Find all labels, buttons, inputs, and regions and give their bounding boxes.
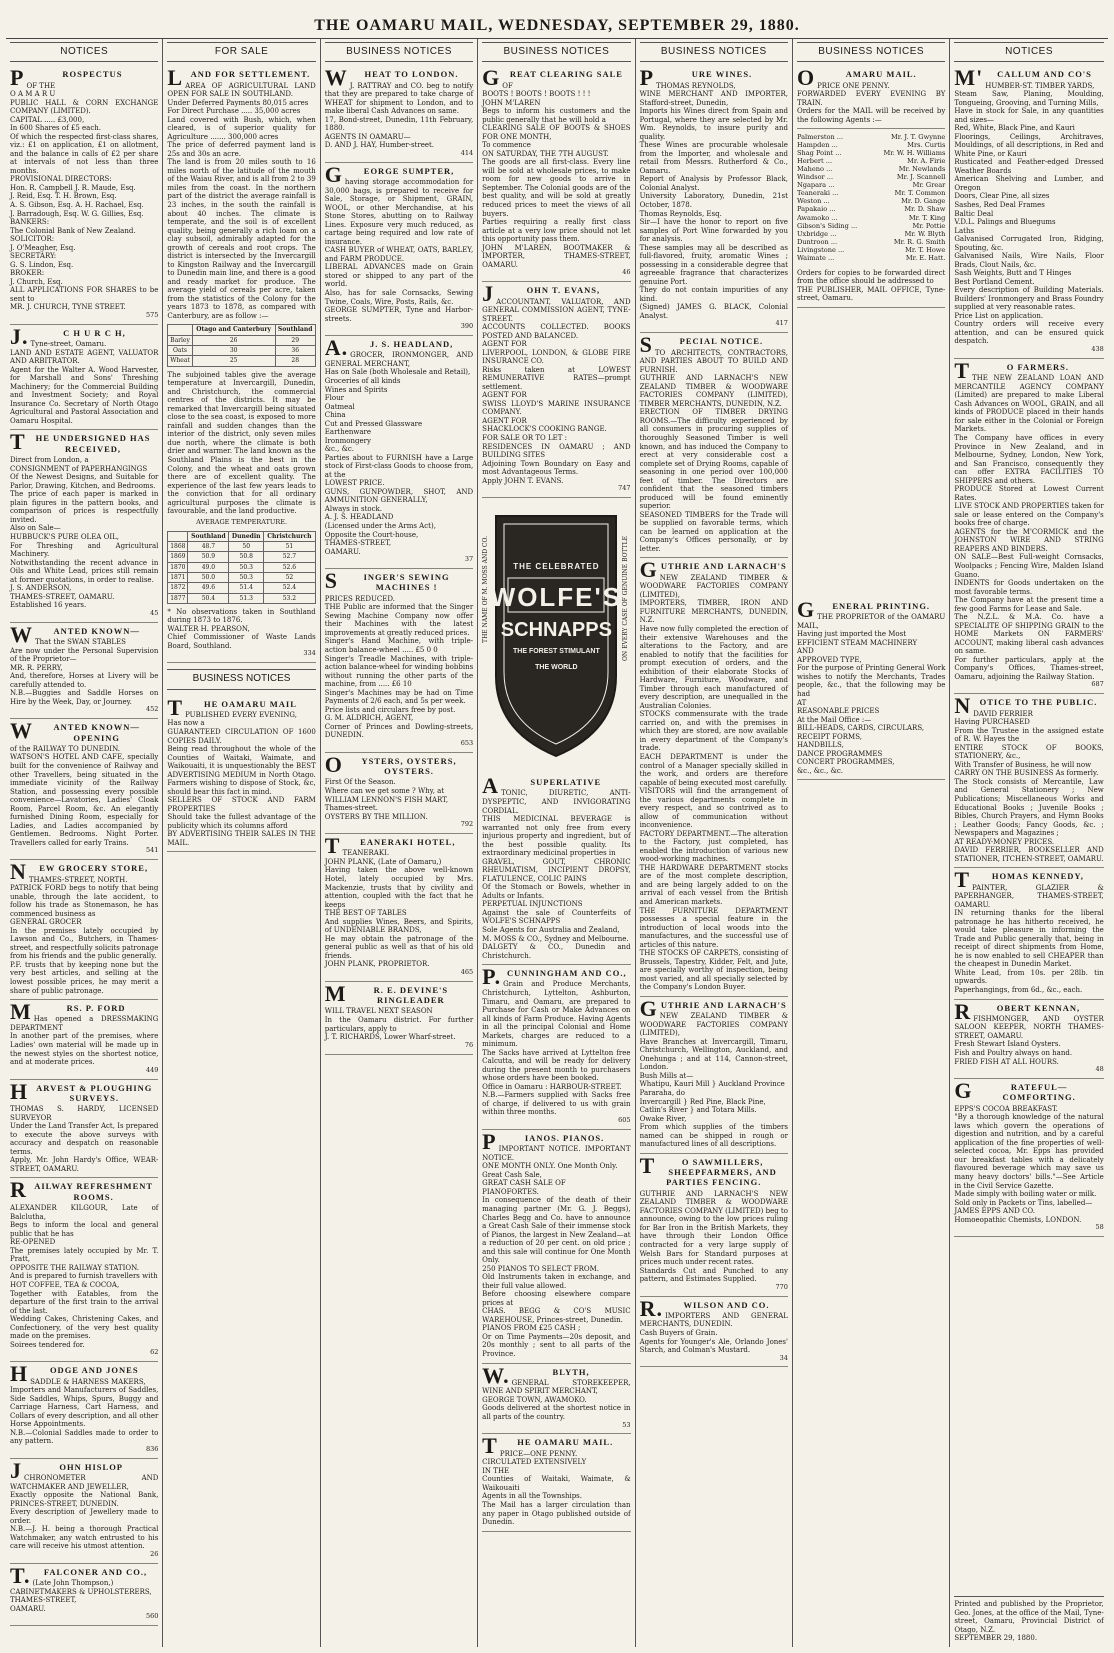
table-cell: 1869 (168, 552, 188, 562)
ad-head: NOTICE TO THE PUBLIC. (954, 693, 1098, 719)
ad-body: PUBLISHED EVERY EVENING, Has now a GUARANTEED CIRCULATION OF 1600 COPIES DAILY. Being read throughout the whole of the Counties of Waitaki, Waimate, and Waikouaiti, it is unquestionably the BEST ADVERTISING MEDIUM in North Otago. Farmers wishing to dispose of Stock, &c, should bear this fact in mind. SELLERS OF STOCK AND FARM PROPERTIES Should take the fullest advantage of the publicity which its columns afford BY ADVERTISING THEIR SALES IN THE MAIL. (167, 710, 316, 847)
advertisement (640, 997, 788, 1154)
ad-number: 575 (145, 310, 159, 319)
agent-name: Mrs. Curtis (907, 141, 946, 150)
advertisement (482, 774, 630, 965)
ad-number: 605 (618, 1115, 631, 1124)
agent-place: Gibson's Siding ... (796, 221, 858, 230)
column-4-ads-lower (482, 774, 630, 1531)
masthead (0, 0, 1114, 36)
advertisement (10, 623, 158, 720)
column-6 (793, 39, 950, 1647)
column-6-head: BUSINESS NOTICES (797, 42, 945, 62)
temperature-table (167, 531, 315, 604)
ad-head: MR. E. DEVINE'S RINGLEADER (324, 980, 449, 1006)
ad-body: of the RAILWAY TO DUNEDIN. WATSON'S HOTEL AND CAFE, specially built for the convenience of Railway and other Travellers, being situated in the immediate vicinity of the Railway Station, and possessing every possible convenience—Lavatories, Ladies' Cloak Room, Parcel Room, &c. An elegantly furnished Dining Room, especially for Ladies, and Ladies accompanied by Gentlemen. Bedrooms. Night Porter. Travellers called for early Trains. (10, 744, 159, 847)
ad-body: WILL TRAVEL NEXT SEASON In the Oamaru district. For further particulars, apply to J. T. RICHARDS, Lower Wharf-street. (324, 1007, 474, 1042)
ad-body: ACCOUNTANT, VALUATOR, AND GENERAL COMMISSION AGENT, TYNE-STREET. ACCOUNTS COLLECTED. BOOKS POSTED AND BALANCED. AGENT FOR LIVERPOOL, LONDON, & GLOBE FIRE INSURANCE CO. Risks taken at LOWEST REMUNERATIVE RATES—prompt settlement. AGENT FOR SWISS LLOYD'S MARINE INSURANCE COMPANY. AGENT FOR SHACKLOCK'S COOKING RANGE. FOR SALE OR TO LET : RESIDENCES IN OAMARU ; AND BUILDING SITES Adjoining Town Boundary on Easy and most Advantageous Terms. Apply JOHN T. EVANS. (482, 297, 631, 485)
advertisement (482, 1364, 630, 1435)
imprint-text: Printed and published by the Proprietor, Geo. Jones, at the office of the Mail, Tyne-street, Oamaru, Provincial District of Otago, N.Z. SEPTEMBER 29, 1880. (954, 1600, 1104, 1643)
agent-name: Mr. R. G. Smith (893, 237, 946, 246)
agent-name: Mr. E. Hatt. (905, 253, 946, 262)
business-notices-banner: BUSINESS NOTICES (167, 669, 315, 689)
agent-place: Weston ... (796, 197, 830, 206)
ad-number: 438 (1091, 345, 1104, 354)
column-5-head: BUSINESS NOTICES (640, 42, 788, 62)
agent-row (797, 189, 945, 197)
ad-head: OYSTERS, OYSTERS, OYSTERS. (324, 751, 457, 777)
agent-name: Mr. Grear (912, 181, 946, 190)
agent-row (797, 141, 945, 149)
masthead-title: THE OAMARU MAIL, WEDNESDAY, SEPTEMBER 29, 1880. (314, 17, 800, 34)
wolfe-side-note-left: THE NAME OF M. MOSS AND CO. (482, 536, 490, 644)
ad-head: HARVEST & PLOUGHING SURVEYS. (10, 1078, 153, 1104)
table-cell: 48.7 (188, 541, 229, 551)
ad-body: THAMES-STREET, NORTH. PATRICK FORD begs to notify that being unable, through the late accident, to follow his trade as Stonemason, he has commenced business as GENERAL GROCER In the premises lately occupied by Lawson and Co., Butchers, in Thames-street, and respectfully solicits patronage from his friends and the public generally. P.F. trusts that by keeping none but the very best articles, and selling at the lowest possible prices, he may merit a share of public patronage. (10, 875, 159, 995)
table-cell: 1870 (168, 562, 188, 572)
column-7 (950, 39, 1107, 1647)
advertisement (482, 66, 630, 282)
column-5 (636, 39, 793, 1647)
ad-head: SPECIAL NOTICE. (639, 332, 764, 358)
agent-name: Mr. W. H. Williams (883, 149, 946, 158)
ad-body: PRICE ONE PENNY. FORWARDED EVERY EVENING BY TRAIN. Orders for the MAIL will be received by the following Agents :— (796, 81, 946, 124)
advertisement (954, 868, 1103, 999)
ad-number: 58 (1095, 1223, 1104, 1232)
ad-body: IMPORTANT NOTICE. IMPORTANT NOTICE. ONE MONTH ONLY. One Month Only. Great Cash Sale, GREAT CASH SALE OF PIANOFORTES. In consequence of the death of their managing partner (Mr. G. J. Beggs), Charles Begg and Co. have to announce a Great Cash Sale of their immense stock of Pianos, the largest in New Zealand—at a reduction of 20 per cent. on old price ; and this sale will continue for One Month Only. 250 PIANOS TO SELECT FROM. Old Instruments taken in exchange, and their full value allowed. Before choosing elsewhere compare prices at CHAS. BEGG & CO'S MUSIC WAREHOUSE, Princes-street, Dunedin. PIANOS FROM £25 CASH ; Or on Time Payments—20s deposit, and 20s monthly ; sent to all parts of the Province. (482, 1145, 631, 1358)
table-cell: 1871 (168, 572, 188, 582)
ad-number: 417 (775, 319, 788, 328)
table-header: Southland (275, 325, 315, 335)
table-cell: 49.6 (188, 583, 229, 593)
advertisement (10, 719, 158, 860)
ad-body: NEW ZEALAND TIMBER & WOODWARE FACTORIES COMPANY (LIMITED), IMPORTERS, TIMBER, IRON AND FURNITURE MERCHANTS, DUNEDIN, N.Z. Have now fully completed the erection of their extensive Warehouses and the alterations to the Factory, and are enabled to notify that the facilities for prompt execution of orders, and the exhibition of their elaborate Stocks of Hardware, Furniture, Woodware, and Timber through each manufactured of every description, are unequalled in the Australian Colonies. STOCKS commensurate with the trade carried on, and with the premises in which they are stored, are now available in every department of the Company's trade. EACH DEPARTMENT is under the control of a Manager specially skilled in the work, and orders are therefore capable of being executed most carefully. VISITORS will find the arrangement of the various departments complete in every respect, and so contrived as to allow of communication without inconvenience. FACTORY DEPARTMENT.—The alteration to the Factory, just completed, has enabled the introduction of various new wood-working machines. THE HARDWARE DEPARTMENT stocks are of the most complete description, and are being largely added to on the arrival of each vessel from the British and American markets. THE FURNITURE DEPARTMENT possesses a special feature in the introduction of local woods into the manufactures, and the successful use of articles of this nature. THE STOCKS OF CARPETS, consisting of Brussels, Tapestry, Kidder, Felt, and Jute, are specially worthy of inspection, being most varied, and all specially selected by the Company's London Buyer. (639, 573, 788, 992)
column-6-ads-mid (797, 266, 945, 308)
ad-body: Has opened a DRESSMAKING DEPARTMENT In another part of the premises, where Ladies' own material will be made up in the newest styles on the shortest notice, and at moderate prices. (10, 1015, 159, 1067)
column-6-ads-lower (797, 598, 945, 780)
advertisement (10, 1564, 158, 1626)
column-3-head: BUSINESS NOTICES (325, 42, 473, 62)
table-row (168, 346, 315, 356)
agent-place: Ngapara ... (796, 181, 835, 190)
ad-head: A.J. S. HEADLAND, (324, 335, 454, 361)
ad-number: 62 (150, 1348, 159, 1357)
ad-body: OF THE O A M A R U PUBLIC HALL & CORN EXCHANGE COMPANY (LIMITED). CAPITAL ..... £3,000, In 600 Shares of £5 each. Of which the respected first-class shares, viz.: £1 on application, £1 on allotment, and the balance in calls of £2 per share at intervals of not less than three months. PROVISIONAL DIRECTORS: Hon. R. Campbell J. R. Maude, Esq. J. Reid, Esq. T. H. Brown, Esq. A. S. Gibson, Esq. A. H. Rachael, Esq. J. Barradough, Esq. W. G. Gillies, Esq. BANKERS: The Colonial Bank of New Zealand. SOLICITOR: J. O'Meagher, Esq. SECRETARY: G. S. Lindon, Esq. BROKER: J. Church, Esq. ALL APPLICATIONS FOR SHARES to be sent to MR. J. CHURCH, TYNE STREET. (10, 81, 159, 312)
agent-row (797, 222, 945, 230)
ad-head: PURE WINES. (639, 65, 753, 91)
table-cell: 50.3 (229, 572, 264, 582)
table-cell: 1877 (168, 593, 188, 603)
table-row (168, 562, 315, 572)
ad-body: That the SWAN STABLES Are now under the Personal Supervision of the Proprietor— MR. R. PERRY, And, therefore, Horses at Livery will be carefully attended to. N.B.—Buggies and Saddle Horses on Hire by the Week, Day, or Journey. (10, 638, 159, 706)
agent-name: Mr. T. King (908, 213, 946, 222)
advertisement (640, 1154, 788, 1297)
column-1-ads (10, 66, 158, 1626)
column-6-spacer (797, 308, 945, 598)
ad-head: THE UNDERSIGNED HAS RECEIVED, (10, 429, 151, 455)
ad-body-3: * No observations taken in Southland during 1873 to 1876. WALTER H. PEARSON, Chief Commissioner of Waste Lands Board, Southland. (167, 607, 316, 650)
table-cell: 51.3 (229, 593, 264, 603)
ad-number: 334 (303, 649, 316, 658)
column-4-ads (482, 66, 630, 498)
ad-body: EPPS'S COCOA BREAKFAST. "By a thorough knowledge of the natural laws which govern the operations of digestion and nutrition, and by a careful application of the fine properties of well-selected cocoa, Mr. Epps has provided our breakfast tables with a delicately flavoured beverage which may save us many heavy doctors' bills."—See Article in the Civil Service Gazette. Made simply with boiling water or milk. Sold only in Packets or Tins, labelled— JAMES EPPS AND CO. Homoeopathic Chemists, LONDON. (954, 1104, 1104, 1224)
ad-head: THE OAMARU MAIL (167, 694, 297, 720)
ad-number: 836 (145, 1444, 159, 1453)
ad-head: HODGE AND JONES (10, 1361, 139, 1387)
ad-body: TONIC, DIURETIC, ANTI-DYSPEPTIC, AND INVIGORATING CORDIAL. THIS MEDICINAL BEVERAGE is warranted not only free from every injurious property and ingredient, but of the best possible quality. Its extraordinary medicinal properties in GRAVEL, GOUT, CHRONIC RHEUMATISM, INCIPIENT DROPSY, FLATULENCE, COLIC PAINS Of the Stomach or Bowels, whether in Adults or Infants. PERPETUAL INJUNCTIONS Against the sale of Counterfeits of WOLFE'S SCHNAPPS Sole Agents for Australia and Zealand, M. MOSS & CO., Sydney and Melbourne. DALGETY & CO., Dunedin and Christchurch. (482, 789, 631, 960)
agent-place: Hampden ... (796, 141, 838, 150)
advertisement (10, 1080, 158, 1179)
agent-place: Shag Point ... (796, 149, 842, 158)
advertisement (10, 1178, 158, 1362)
ad-number: 53 (622, 1420, 631, 1429)
advertisement (10, 66, 158, 325)
agent-row (797, 197, 945, 205)
ad-head: SINGER'S SEWING MACHINES ! (324, 568, 450, 594)
ad-head: MRS. P. FORD (10, 999, 126, 1025)
agent-name: Mr. Pottie (912, 221, 946, 230)
table-header: Dunedin (229, 531, 264, 541)
table-cell: 50.3 (229, 562, 264, 572)
ad-number: 560 (145, 1612, 159, 1621)
advertisement (954, 66, 1103, 359)
advertisement (954, 359, 1103, 694)
table-cell: 50.0 (188, 572, 229, 582)
ad-body: Grain and Produce Merchants, Christchurch, Lyttelton, Ashburton, Timaru, and Oamaru, are prepared to Purchase for Cash or Make Advances on all kinds of Farm Produce. Having Agents in all the principal Colonial and Home Markets, charges are reduced to a minimum. The Sacks have arrived at Lyttelton free Calcutta, and will be ready for delivery during the present month to purchasers whose orders have been booked. Office in Oamaru : HARBOUR-STREET. N.B.—Farmers supplied with Sacks free of charge, if delivered to us with grain within three months. (482, 980, 631, 1117)
table-row (168, 572, 315, 582)
column-4-head: BUSINESS NOTICES (482, 42, 630, 62)
advertisement (167, 696, 315, 853)
agent-name: Mr. A. Firie (907, 157, 946, 166)
ad-number: 34 (779, 1353, 788, 1362)
agent-place: Palmerston ... (796, 133, 844, 142)
agent-row (797, 149, 945, 157)
ad-body: ALEXANDER KILGOUR, Late of Balclutha, Begs to inform the local and general public that he has RE-OPENED The premises lately occupied by Mr. T. Pratt, OPPOSITE THE RAILWAY STATION. And is prepared to furnish travellers with HOT COFFEE, TEA & COCOA, Together with Eatables, from the departure of the first train to the arrival of the last. Wedding Cakes, Christening Cakes, and Confectionery, of the very best quality made on the premises. Soirees tendered for. (10, 1204, 159, 1349)
agent-row (797, 205, 945, 213)
table-cell: 36 (275, 346, 315, 356)
ad-body: Orders for copies to be forwarded direct from the office should be addressed to THE PUBLISHER, MAIL OFFICE, Tyne-street, Oamaru. (796, 268, 946, 303)
ad-head: J.C H U R C H, (10, 323, 126, 349)
ad-head: OAMARU MAIL. (796, 65, 917, 91)
agent-place: Uxbridge ... (796, 229, 837, 238)
ad-head: WHEAT TO LONDON. (324, 65, 459, 91)
agent-row (797, 181, 945, 189)
ad-body: CHRONOMETER AND WATCHMAKER AND JEWELLER, Exactly opposite the National Bank, PRINCES-STREET, DUNEDIN. Every description of Jewellery made to order. N.B.—J. H. being a thorough Practical Watchmaker, any watch entrusted to his care will receive his utmost attention. (10, 1474, 159, 1551)
advertisement (325, 163, 473, 336)
agent-row (797, 173, 945, 181)
table-cell: 50 (229, 541, 264, 551)
ad-body: Tyne-street, Oamaru. LAND AND ESTATE AGENT, VALUATOR AND ARBITRATOR. Agent for the Walter A. Wood Harvester, for Marshall and Sons' Threshing Machinery; for the Commercial Building and Investment Society; and Royal Insurance Co. Secretary of North Otago Agricultural and Pastoral Association and Oamaru Hospital. (10, 340, 159, 425)
imprint (954, 1596, 1103, 1643)
ad-body: HUMBER-ST. TIMBER YARDS, Steam Saw, Planing, Moulding, Tongueing, Grooving, and Turning Mills, Have in stock for Sale, in any quantities and sizes— Red, White, Black Pine, and Kauri Floorings, Ceilings, Architraves, Mouldings, of all descriptions, in Red and White Pine, or Kauri Rusticated and Feather-edged Dressed Weather Boards American Shelving and Lumber, and Oregon Doors, Clear Pine, all sizes Sashes, Red Deal Frames Baltic Deal V.D.L. Palings and Bluegums Laths Galvanised Corrugated Iron, Ridging, Spouting, &c. Galvanised Nails, Wire Nails, Floor Brads, Clout Nails, &c. Sash Weights, Butt and T Hinges Best Portland Cement. Every description of Building Materials. Builders' Ironmongery and Brass Foundry supplied at very reasonable rates. Price List on application. Country orders will receive every attention, and can be ensured quick despatch. (954, 81, 1104, 346)
ad-land-for-settlement (167, 66, 315, 663)
ad-head: WANTED KNOWN— (10, 621, 140, 647)
table-cell: 52.6 (264, 562, 316, 572)
agents-list (797, 133, 945, 262)
agent-row (797, 238, 945, 246)
advertisement (640, 333, 788, 558)
table-cell: 52 (264, 572, 316, 582)
ad-body: PAINTER, GLAZIER & PAPERHANGER, THAMES-STREET, OAMARU. IN returning thanks for the liberal patronage he has hitherto received, he would take pleasure in informing the Trade and Public generally that, being in receipt of direct shipments from Home, he is now enabled to sell CHEAPER than the cheapest in Dunedin Market. White Lead, from 10s. per 28lb. tin upwards. Paperhangings, from 6d., &c., each. (954, 883, 1104, 994)
ad-number: 48 (1095, 1065, 1104, 1074)
ad-head: GENERAL PRINTING. (796, 596, 931, 622)
ad-number: 747 (618, 484, 631, 493)
agent-row (797, 246, 945, 254)
table-row (168, 541, 315, 551)
table-row (168, 593, 315, 603)
advertisement (954, 694, 1103, 868)
ad-head: M'CALLUM AND CO'S (954, 65, 1092, 91)
advertisement (325, 834, 473, 982)
table-header (168, 531, 188, 541)
ad-body: AREA OF AGRICULTURAL LAND OPEN FOR SALE IN SOUTHLAND. Under Deferred Payments 80,015 acres For Direct Purchase ..... 35,000 acres Land covered with Bush, which, when cleared, is of superior quality for Agriculture ....... 300,000 acres The price of deferred payment land is 25s and 30s an acre. The land is from 20 miles south to 16 miles north of the latitude of the mouth of the Waiau River, and is all from 2 to 39 miles from the coast. In the northern part of the district the average rainfall is 23 inches, in the south the rainfall is about 40 inches. The climate is temperate, and the soil is of excellent quality, being generally a rich loam on a clay subsoil, admirably adapted for the growth of cereals and root crops. The district is intersected by the Invercargill to Kingston Railway and the Invercargill to Dunedin main line, and there is a good and ready market for produce. The average yield of cereals per acre, taken from the statistics of the Colony for the years 1873 to 1878, as compared with Canterbury, are as follow :— (167, 81, 316, 320)
ad-number: 45 (150, 608, 159, 617)
ad-body-2: The subjoined tables give the average temperature at Invercargill, Dunedin, and Christchurch, the commercial centres of the districts. It may be remarked that Invercargill being situated close to the sea coast, is exposed to more rainfall and sudden changes than the interior of the district, only seven miles due north, where the climate is both drier and warmer. The land known as the Southland Plains is the best in the Colony, and the wheat and oats grown there are of excellent quality. The experience of the last few years leads to the conviction that for all ordinary agricultural purposes the climate is favourable, and the land productive. (167, 370, 316, 516)
agent-place: Duntroon ... (796, 237, 838, 246)
advertisement (10, 860, 158, 1000)
advertisement (640, 66, 788, 333)
table-cell: 30 (192, 346, 275, 356)
agent-name: Mr. Newlands (898, 165, 946, 174)
table-cell: 1872 (168, 583, 188, 593)
advertisement (797, 598, 945, 780)
ad-body: PRICES REDUCED. THE Public are informed that the Singer Sewing Machine Company now offer their Machines with the latest improvements at greatly reduced prices. Singer's Hand Machine, with triple-action balance-wheel ..... £5 0 0 Singer's Treadle Machines, with triple-action balance-wheel for winding bobbins without running the other parts of the machine, from ..... £6 10 Singer's Machines may be had on Time Payments of 2/6 each, and 5s per week. Price lists and circulars free by post. G. M. ALDRICH, AGENT, Corner of Princes and Dowling-streets, DUNEDIN. (324, 594, 474, 740)
advertisement (482, 1130, 630, 1364)
ad-number: 414 (460, 148, 474, 157)
table-cell: 28 (275, 356, 315, 366)
ad-number: 653 (460, 738, 474, 747)
ad-number: 76 (464, 1040, 474, 1049)
ad-head: JOHN T. EVANS, (482, 281, 601, 307)
table-cell: Oats (168, 346, 192, 356)
agent-name: Mr. J. Scannell (896, 173, 946, 182)
ad-body: TO ARCHITECTS, CONTRACTORS, AND PARTIES ABOUT TO BUILD AND FURNISH. GUTHRIE AND LARNACH'S NEW ZEALAND TIMBER & WOODWARE FACTORIES COMPANY (LIMITED), TIMBER MERCHANTS, DUNEDIN, N.Z. ERECTION OF TIMBER DRYING ROOMS.—The difficulty experienced by all consumers in procuring supplies of thoroughly Seasoned Timber is well known, and has induced the Company to erect at very considerable cost a complete set of Drying Rooms, capable of seasoning in one period over 100,000 feet of timber. The Directors are confident that the seasoned timbers produced will be found eminently superior. SEASONED TIMBERS for the Trade will be supplied on favorable terms, which can be learned on application at the Company's Offices personally, or by letter. (639, 348, 788, 553)
ad-number: 792 (460, 820, 474, 829)
advertisement (325, 66, 473, 163)
ad-body: OF BOOTS ! BOOTS ! BOOTS ! ! ! JOHN M'LAREN Begs to inform his customers and the public generally that he will hold a CLEARING SALE OF BOOTS & SHOES FOR ONE MONTH, To commence ON SATURDAY, THE 7TH AUGUST. The goods are all first-class. Every line will be sold at wholesale prices, to make room for new goods to arrive in September. The Colonial goods are of the best quality, and will be sold at greatly reduced prices to meet the views of all buyers. Parties requiring a really first class article at a very low price should not let this opportunity pass them. JOHN M'LAREN, BOOTMAKER & IMPORTER, THAMES-STREET, OAMARU. (482, 81, 631, 269)
ad-body: GROCER, IRONMONGER, AND GENERAL MERCHANT, Has on Sale (both Wholesale and Retail), Groceries of all kinds Wines and Spirits Flour Oatmeal China Cut and Pressed Glassware Earthenware Ironmongery &c., &c. Parties about to FURNISH have a Large stock of First-class Goods to choose from, at the LOWEST PRICE. GUNS, GUNPOWDER, SHOT, AND AMMUNITION GENERALLY, Always in stock. A. J. S. HEADLAND (Licensed under the Arms Act), Opposite the Court-house, THAMES-STREET, OAMARU. (324, 351, 474, 556)
ad-body: PRICE—ONE PENNY. CIRCULATED EXTENSIVELY IN THE Counties of Waitaki, Waimate, & Waikouaiti Agents in all the Townships. The Mail has a larger circulation than any paper in Otago published outside of Dunedin. (482, 1449, 631, 1527)
table-cell: 25 (192, 356, 275, 366)
ad-number: 465 (460, 967, 474, 976)
table-cell: 26 (192, 335, 275, 345)
agent-place: Teaneraki ... (796, 189, 839, 198)
agent-row (797, 157, 945, 165)
column-2-head: FOR SALE (167, 42, 315, 62)
temp-table-title: AVERAGE TEMPERATURE. (196, 517, 288, 526)
ad-body: THE PROPRIETOR of the OAMARU MAIL, Having just imported the Most EFFICIENT STEAM MACHINERY AND APPROVED TYPE, For the purpose of Printing General Work wishes to notify the Merchants, Trades people, &c., that the following may be had AT REASONABLE PRICES At the Mail Office :— BILL-HEADS, CARDS, CIRCULARS, RECEIPT FORMS, HANDBILLS, DANCE PROGRAMMES CONCERT PROGRAMMES, &c., &c., &c. (796, 613, 946, 775)
agent-place: Windsor ... (796, 173, 834, 182)
table-cell: 1868 (168, 541, 188, 551)
ad-head: ROBERT KENNAN, (954, 998, 1081, 1024)
ad-number: 770 (775, 1282, 788, 1291)
ad-number: 687 (1091, 680, 1104, 689)
ad-head: W.BLYTH, (482, 1362, 590, 1388)
ad-head: TO FARMERS. (954, 357, 1070, 383)
ad-head: R.WILSON AND CO. (639, 1295, 770, 1321)
agent-row (797, 230, 945, 238)
ad-head: T.FALCONER AND CO., (10, 1562, 148, 1588)
advertisement (797, 266, 945, 308)
ad-head: TO SAWMILLERS, SHEEPFARMERS, AND PARTIES FENCING. (639, 1152, 777, 1188)
ad-body: THOMAS S. HARDY, LICENSED SURVEYOR Under the Land Transfer Act, Is prepared to execute the above surveys with accuracy and despatch on reasonable terms. Apply, Mr. John Hardy's Office, WEAR-STREET, OAMARU. (10, 1105, 159, 1173)
column-6-ads (797, 66, 945, 129)
ad-head: GREAT CLEARING SALE (482, 65, 623, 91)
wolfe-line-1: THE CELEBRATED (513, 562, 600, 572)
ad-body: (Late John Thompson,) CABINETMAKERS & UPHOLSTERERS, THAMES-STREET, OAMARU. (10, 1579, 152, 1613)
ad-head: TEANERAKI HOTEL, (324, 833, 456, 859)
advertisement (954, 1000, 1103, 1079)
agent-name: Mr. T. Common (894, 189, 946, 198)
advertisement (325, 569, 473, 753)
ad-head: THE OAMARU MAIL. (482, 1433, 614, 1459)
column-1-head: NOTICES (10, 42, 158, 62)
ad-number: 46 (622, 268, 631, 277)
advertisement (10, 430, 158, 622)
agent-name: Mr. J. T. Gwynne (890, 133, 946, 142)
table-header: Otago and Canterbury (192, 325, 275, 335)
agent-place: Livingstone ... (796, 245, 845, 254)
ad-head: GUTHRIE AND LARNACH'S (639, 557, 787, 583)
ad-head: LAND FOR SETTLEMENT. (167, 65, 311, 91)
ad-body: TEANERAKI. JOHN PLANK, (Late of Oamaru,) Having taken the above well-known Hotel, lately occupied by Mrs. Mackenzie, trusts that by civility and attention, coupled with the fact that he keeps THE BEST OF TABLES And supplies Wines, Beers, and Spirits, of UNDENIABLE BRANDS, He may obtain the patronage of the general public as well as that of his old friends. JOHN PLANK, PROPRIETOR. (324, 849, 474, 969)
column-7-ads (954, 66, 1103, 1237)
advertisement (10, 1459, 158, 1564)
advertisement (482, 1434, 630, 1531)
ad-number: 37 (464, 555, 474, 564)
wolfe-line-2: WOLFE'S (490, 582, 623, 613)
table-row (168, 356, 315, 366)
table-cell: 52.4 (264, 583, 316, 593)
table-cell: 52.7 (264, 552, 316, 562)
advertisement (325, 753, 473, 834)
wolfes-schnapps-label (482, 506, 630, 766)
ad-head: WANTED KNOWN—OPENING (10, 718, 140, 744)
ad-number: 449 (145, 1065, 159, 1074)
column-5-ads (640, 66, 788, 1367)
ad-head: ASUPERLATIVE (482, 773, 602, 799)
advertisement (10, 1362, 158, 1459)
ad-body: THE NEW ZEALAND LOAN AND MERCANTILE AGENCY COMPANY (Limited) are prepared to make Liberal Cash Advances on WOOL, GRAIN, and all kinds of PRODUCE placed in their hands for sale either in the Colonial or Foreign Markets. The Company have offices in every Province in New Zealand, and in Melbourne, Sydney, London, New York, and San Francisco, consequently they can offer EXTRA FACILITIES TO SHIPPERS and others. PRODUCE Stored at Lowest Current Rates. LIVE STOCK AND PROPERTIES taken for sale or lease entered on the Company's books free of charge. AGENTS for the M'CORMICK and the JOHNSTON WIRE AND STRING REAPERS AND BINDERS. ON SALE—Best Full-weight Cornsacks, Woolpacks ; Fencing Wire, Malden Island Guano. INDENTS for Goods undertaken on the most favorable terms. The Company have at the present time a few good Farms for Lease and Sale. The N.Z.L. & M.A. Co. have a SPECIALITE OF SHIPPING GRAIN to the HOME Markets ON FARMERS' ACCOUNT, making liberal cash advances on same. For further particulars, apply at the Company's Offices, Thames-street, Oamaru, adjoining the Railway Station. (954, 374, 1104, 681)
ad-head: PROSPECTUS (10, 65, 123, 91)
agent-place: Maheno ... (796, 165, 833, 174)
agent-place: Papakaio ... (796, 205, 836, 214)
table-cell: 53.2 (264, 593, 316, 603)
wolfe-line-4: THE FOREST STIMULANT (513, 648, 600, 656)
wolfe-line-3: SCHNAPPS (500, 619, 612, 642)
table-cell: 51 (264, 541, 316, 551)
ad-head: GEORGE SUMPTER, (324, 161, 455, 187)
advertisement (640, 558, 788, 996)
table-cell: Barley (168, 335, 192, 345)
table-row (168, 583, 315, 593)
agent-row (797, 254, 945, 262)
advertisement (325, 982, 473, 1055)
advertisement (10, 1000, 158, 1079)
table-cell: 51.4 (229, 583, 264, 593)
table-row (168, 335, 315, 345)
advertisement (954, 1079, 1103, 1237)
agent-place: Awamoko ... (796, 213, 838, 222)
ad-body: SADDLE & HARNESS MAKERS, Importers and Manufacturers of Saddles, Side Saddles, Whips, Spurs, Buggy and Carriage Harness, Cart Harness, and Collars of every description, and all other Horse Appointments. N.B.—Colonial Saddles made to order to any pattern. (10, 1377, 159, 1446)
column-3 (321, 39, 478, 1647)
agent-name: Mr. T. Howe (905, 245, 946, 254)
advertisement (482, 965, 630, 1130)
ad-head: GUTHRIE AND LARNACH'S (639, 995, 787, 1021)
table-cell: 50.9 (188, 552, 229, 562)
advertisement (640, 1297, 788, 1368)
ad-body: GUTHRIE AND LARNACH'S NEW ZEALAND TIMBER & WOODWARE FACTORIES COMPANY (LIMITED) beg to announce, owing to the low prices ruling for Bar Iron in the British Markets, they have through their London Office contracted for a very large supply of Welsh Bars for Standard purposes at prices much under recent rates. Standards Cut and Punched to any pattern, and Estimates Supplied. (639, 1189, 788, 1284)
column-2 (163, 39, 320, 1647)
advertisement (325, 336, 473, 569)
ad-body: NEW ZEALAND TIMBER & WOODWARE FACTORIES COMPANY (LIMITED), Have Branches at Invercargill, Timaru, Christchurch, Wellington, Auckland, and Onehunga ; and at 114, Cannon-street, London. Bush Mills at— Whatipu, Kauri Mill } Auckland Province Pararaha, do Invercargill } Red Pine, Black Pine, Catlin's River } and Totara Mills. Owake River, From which supplies of the timbers named can be shipped in rough or manufactured lines of all descriptions. (639, 1012, 788, 1149)
column-7-head: NOTICES (954, 42, 1103, 62)
ad-body: First Of the Season. Where can we get some ? Why, at WILLIAM LENNON'S FISH MART, Thames-street. OYSTERS BY THE MILLION. (324, 778, 449, 821)
ad-number: 541 (145, 846, 159, 855)
advertisement (10, 325, 158, 431)
column-4 (478, 39, 635, 1647)
table-header (168, 325, 192, 335)
table-cell: 29 (275, 335, 315, 345)
advertisement (797, 66, 945, 129)
ad-body: J. RATTRAY and CO. beg to notify that they are prepared to take charge of WHEAT for shipment to London, and to make liberal Cash Advances on same. 17, Bond-street, Dunedin, 11th February, 1880. AGENTS IN OAMARU— D. AND J. HAY, Humber-street. (324, 81, 474, 150)
agent-name: Mr. D. Shaw (904, 205, 946, 214)
ad-number: 452 (145, 705, 159, 714)
grain-yield-table (167, 324, 315, 366)
ad-head: JOHN HISLOP (10, 1457, 123, 1483)
agent-row (797, 165, 945, 173)
table-cell: 50.8 (229, 552, 264, 562)
ad-body: GENERAL STOREKEEPER, WINE AND SPIRIT MERCHANT, GEORGE TOWN, AWAMOKO. Goods delivered at the shortest notice in all parts of the country. (482, 1378, 631, 1422)
table-cell: Wheat (168, 356, 192, 366)
agent-name: Mr. D. Gange (901, 197, 946, 206)
wolfe-side-note-right: ON EVERY CASE OF GENUINE BOTTLE (622, 536, 630, 662)
ad-body: THOMAS REYNOLDS, WINE MERCHANT AND IMPORTER, Stafford-street, Dunedin, Imports his Wines direct from Spain and Portugal, where they are selected by Mr. Wm. Reynolds, to insure purity and quality. These Wines are procurable wholesale from the Importer, and wholesale and retail from Messrs. Rutherford & Co., Oamaru. Report of Analysis by Professor Black, Colonial Analyst. University Laboratory, Dunedin, 21st October, 1878. Thomas Reynolds, Esq. Sir—I have the honor to report on five samples of Port Wine forwarded by you for analysis. These samples may all be described as full-flavored, fruity, aromatic Wines ; possessing in a considerable degree that agreeable fragrance that characterizes genuine Port. They do not contain impurities of any kind. (Signed) JAMES G. BLACK, Colonial Analyst. (639, 81, 788, 320)
table-row (168, 552, 315, 562)
ad-body: DAVID FERRIER Having PURCHASED From the Trustee in the assigned estate of R. W. Hayes the ENTIRE STOCK OF BOOKS, STATIONERY, &c., With Transfer of Business, he will now CARRY ON THE BUSINESS As formerly. The Stock consists of Mercantile, Law and General Stationery ; New Publications; Miscellaneous Works and Educational Books ; Juvenile Books ; Bibles, Church Prayers, and Hymn Books ; Leather Goods; Fancy Goods, &c. ; Newspapers and Magazines ; AT READY-MONEY PRICES. DAVID FERRIER, BOOKSELLER AND STATIONER, ITCHEN-STREET, OAMARU. (954, 709, 1104, 863)
ad-head: RAILWAY REFRESHMENT ROOMS. (10, 1177, 154, 1203)
ad-body: Direct from London, a CONSIGNMENT of PAPERHANGINGS Of the Newest Designs, and Suitable for Parlor, Drawing, Kitchen, and Bedrooms. The price of each paper is marked in plain figures in the pattern books, and comparison of prices is respectfully invited. Also on Sale— HUBBUCK'S PURE OLEA OIL, For Threshing and Agricultural Machinery. Notwithstanding the recent advance in Oils and White Lead, prices still remain at former quotations, in order to realise. J. S. ANDERSON, THAMES-STREET, OAMARU. Established 16 years. (10, 456, 159, 610)
agent-place: Herbert ... (796, 157, 833, 166)
ad-number: 390 (460, 322, 474, 331)
table-cell: 49.0 (188, 562, 229, 572)
ad-head: PIANOS. PIANOS. (482, 1128, 605, 1154)
ad-head: GRATEFUL—COMFORTING. (954, 1078, 1076, 1103)
ad-body: having storage accommodation for 30,000 bags, is prepared to receive for Sale, Storage, or Shipment, GRAIN, WOOL, or other Merchandise, at his Stone Stores, abutting on to Railway Lines. Exposure very much reduced, as cartage being required and low rate of insurance. CASH BUYER of WHEAT, OATS, BARLEY, and FARM PRODUCE. LIBERAL ADVANCES made on Grain stored or shipped to any part of the world. Also, has for sale Cornsacks, Sewing Twine, Coals, Wire, Posts, Rails, &c. GEORGE SUMPTER, Tyne and Harbor-streets. (324, 178, 474, 323)
advertisement (482, 282, 630, 498)
column-1 (6, 39, 163, 1647)
table-header: Southland (188, 531, 229, 541)
column-2-ads (167, 696, 315, 853)
newspaper-page (6, 38, 1108, 1647)
column-3-ads (325, 66, 473, 1054)
agent-name: Mr. W. Blyth (904, 229, 946, 238)
ad-head: P.CUNNINGHAM AND CO., (482, 964, 627, 990)
ad-number: 26 (150, 1549, 159, 1558)
table-header: Christchurch (264, 531, 316, 541)
ad-head: NEW GROCERY STORE, (10, 859, 149, 885)
table-cell: 50.4 (188, 593, 229, 603)
agent-row (797, 133, 945, 141)
agent-row (797, 214, 945, 222)
agent-place: Waimate ... (796, 253, 835, 262)
ad-body: FISHMONGER, AND OYSTER SALOON KEEPER, NORTH THAMES-STREET, OAMARU. Fresh Stewart Island Oysters. Fish and Poultry always on hand. FRIED FISH AT ALL HOURS. (954, 1014, 1104, 1066)
ad-head: THOMAS KENNEDY, (954, 867, 1084, 893)
ad-body: IMPORTERS AND GENERAL MERCHANTS, DUNEDIN. Cash Buyers of Grain. Agents for Younger's Ale, Orlando Jones' Starch, and Colman's Mustard. (639, 1311, 788, 1355)
wolfe-line-5: THE WORLD (535, 664, 578, 672)
